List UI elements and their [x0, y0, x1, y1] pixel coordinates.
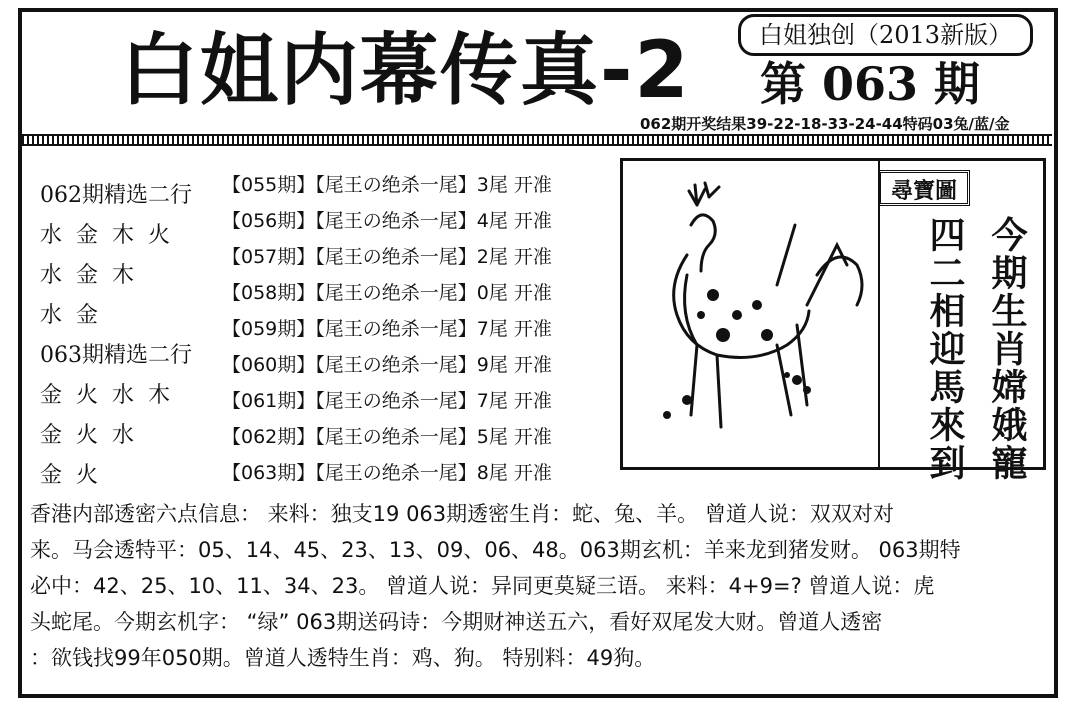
treasure-map-label: 尋寶圖: [878, 170, 970, 206]
deer-sketch-illustration: [627, 165, 877, 465]
edition-badge: 白姐独创（2013新版）: [738, 14, 1033, 56]
list-item: 【061期】【尾王の绝杀一尾】7尾 开准: [222, 390, 552, 412]
panel-divider: [878, 161, 880, 467]
list-item: 【055期】【尾王の绝杀一尾】3尾 开准: [222, 174, 552, 196]
pick-line: 金 火: [40, 463, 98, 488]
pick-line: 金 火 水: [40, 423, 134, 448]
info-line: ：欲钱找99年050期。曾道人透特生肖：鸡、狗。 特别料：49狗。: [30, 646, 656, 670]
list-item: 【056期】【尾王の绝杀一尾】4尾 开准: [222, 210, 552, 232]
list-item: 【062期】【尾王の绝杀一尾】5尾 开准: [222, 426, 552, 448]
pick-line: 水 金: [40, 303, 98, 328]
page-title: 白姐内幕传真-2: [120, 26, 691, 116]
list-item: 【059期】【尾王の绝杀一尾】7尾 开准: [222, 318, 552, 340]
issue-number: 第 063 期: [760, 57, 981, 111]
header-divider: [22, 134, 1052, 146]
pick-line: 063期精选二行: [40, 343, 192, 368]
pick-line: 水 金 木 火: [40, 223, 170, 248]
poem-line-right: 今期生肖嫦娥寵: [986, 216, 1027, 482]
treasure-picture-panel: [620, 158, 1046, 470]
pick-line: 062期精选二行: [40, 183, 192, 208]
previous-result: 062期开奖结果39-22-18-33-24-44特码03兔/蓝/金: [640, 115, 1010, 133]
info-line: 头蛇尾。今期玄机字： “绿” 063期送码诗：今期财神送五六，看好双尾发大财。曾道人透密: [30, 610, 883, 634]
tail-history-list: [222, 167, 612, 491]
insider-info-text: [30, 496, 1042, 676]
poem-line-left: 四二相迎馬來到: [924, 216, 965, 482]
list-item: 【057期】【尾王の绝杀一尾】2尾 开准: [222, 246, 552, 268]
list-item: 【060期】【尾王の绝杀一尾】9尾 开准: [222, 354, 552, 376]
pick-line: 金 火 水 木: [40, 383, 170, 408]
element-picks: [40, 176, 230, 496]
list-item: 【063期】【尾王の绝杀一尾】8尾 开准: [222, 462, 552, 484]
info-line: 必中：42、25、10、11、34、23。 曾道人说：异同更莫疑三语。 来料：4+9=? 曾道人说：虎: [30, 574, 935, 598]
list-item: 【058期】【尾王の绝杀一尾】0尾 开准: [222, 282, 552, 304]
info-line: 香港内部透密六点信息： 来料：独支19 063期透密生肖：蛇、兔、羊。 曾道人说：双双对对: [30, 502, 894, 526]
pick-line: 水 金 木: [40, 263, 134, 288]
info-line: 来。马会透特平：05、14、45、23、13、09、06、48。063期玄机：羊来龙到猪发财。 063期特: [30, 538, 961, 562]
